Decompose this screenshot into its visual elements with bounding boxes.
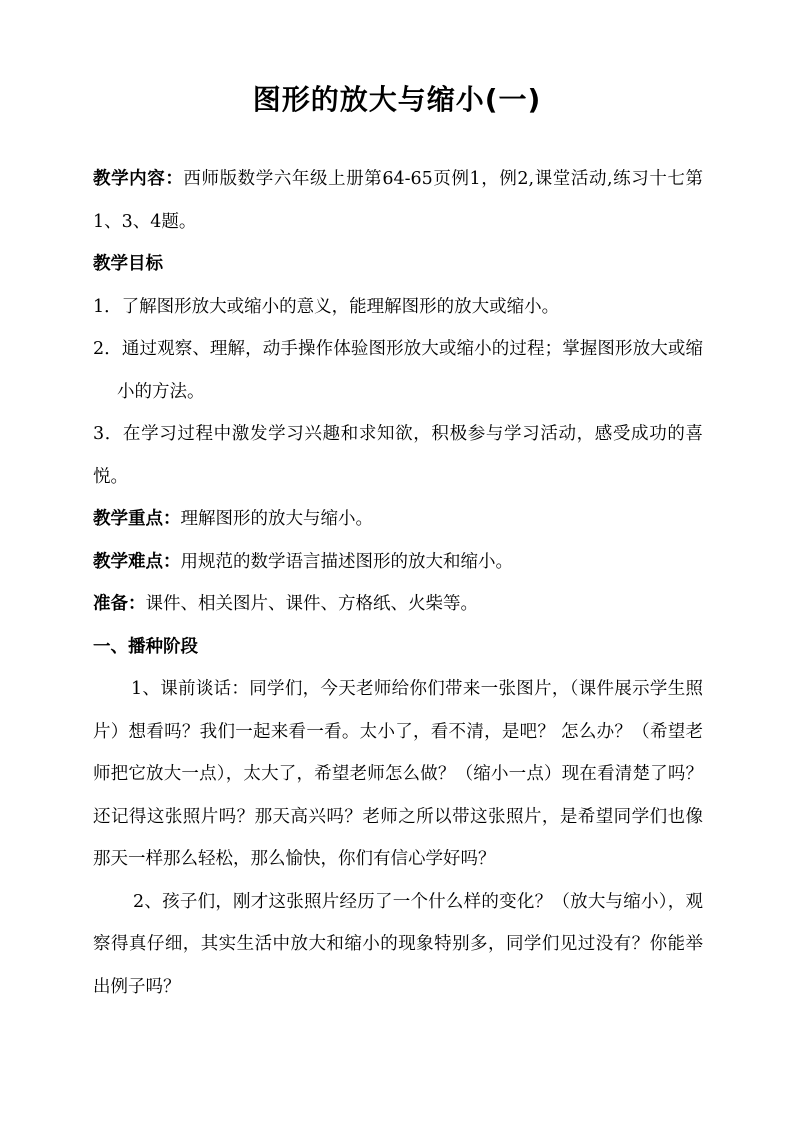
preparation-text: 课件、相关图片、课件、方格纸、火柴等。 — [145, 594, 478, 614]
key-point — [93, 498, 703, 541]
section-paragraph: 2、孩子们，刚才这张照片经历了一个什么样的变化？（放大与缩小），观察得真仔细，其实生活中放大和缩小的现象特别多，同学们见过没有？你能举出例子吗？ — [93, 891, 703, 997]
document-body — [93, 158, 703, 1008]
goals-heading: 教学目标 — [93, 254, 163, 274]
preparation — [93, 583, 703, 626]
difficulty — [93, 541, 703, 584]
goal-item: 1．了解图形放大或缩小的意义，能理解图形的放大或缩小。 — [93, 296, 560, 317]
teaching-content-label: 教学内容： — [93, 169, 184, 189]
key-point-text: 理解图形的放大与缩小。 — [180, 509, 373, 529]
teaching-content — [93, 158, 703, 243]
goal-item: 2．通过观察、理解，动手操作体验图形放大或缩小的过程；掌握图形放大或缩小的方法。 — [93, 339, 703, 402]
difficulty-label: 教学难点： — [93, 551, 181, 572]
section-heading: 一、播种阶段 — [93, 636, 198, 657]
key-point-label: 教学重点： — [93, 509, 181, 529]
preparation-label: 准备： — [93, 594, 146, 614]
difficulty-text: 用规范的数学语言描述图形的放大和缩小。 — [180, 551, 513, 572]
teaching-content-text: 西师版数学六年级上册第64-65页例1，例2,课堂活动,练习十七第1、3、4题。 — [93, 169, 704, 232]
section-paragraph: 1、课前谈话：同学们，今天老师给你们带来一张图片，（课件展示学生照片）想看吗？我们一起来看一看。太小了，看不清，是吧？ 怎么办？（希望老师把它放大一点），太大了，希望老师怎么做？（缩小一点）现在看清楚了吗？还记得这张照片吗？那天高兴吗？老师之所以带这张照片，是希望同学们也像那天一样那么轻松，那么愉快，你们有信心学好吗？ — [93, 679, 703, 869]
goal-item: 3．在学习过程中激发学习兴趣和求知欲，积极参与学习活动，感受成功的喜悦。 — [93, 424, 703, 487]
document-title: 图形的放大与缩小(一) — [252, 83, 542, 116]
